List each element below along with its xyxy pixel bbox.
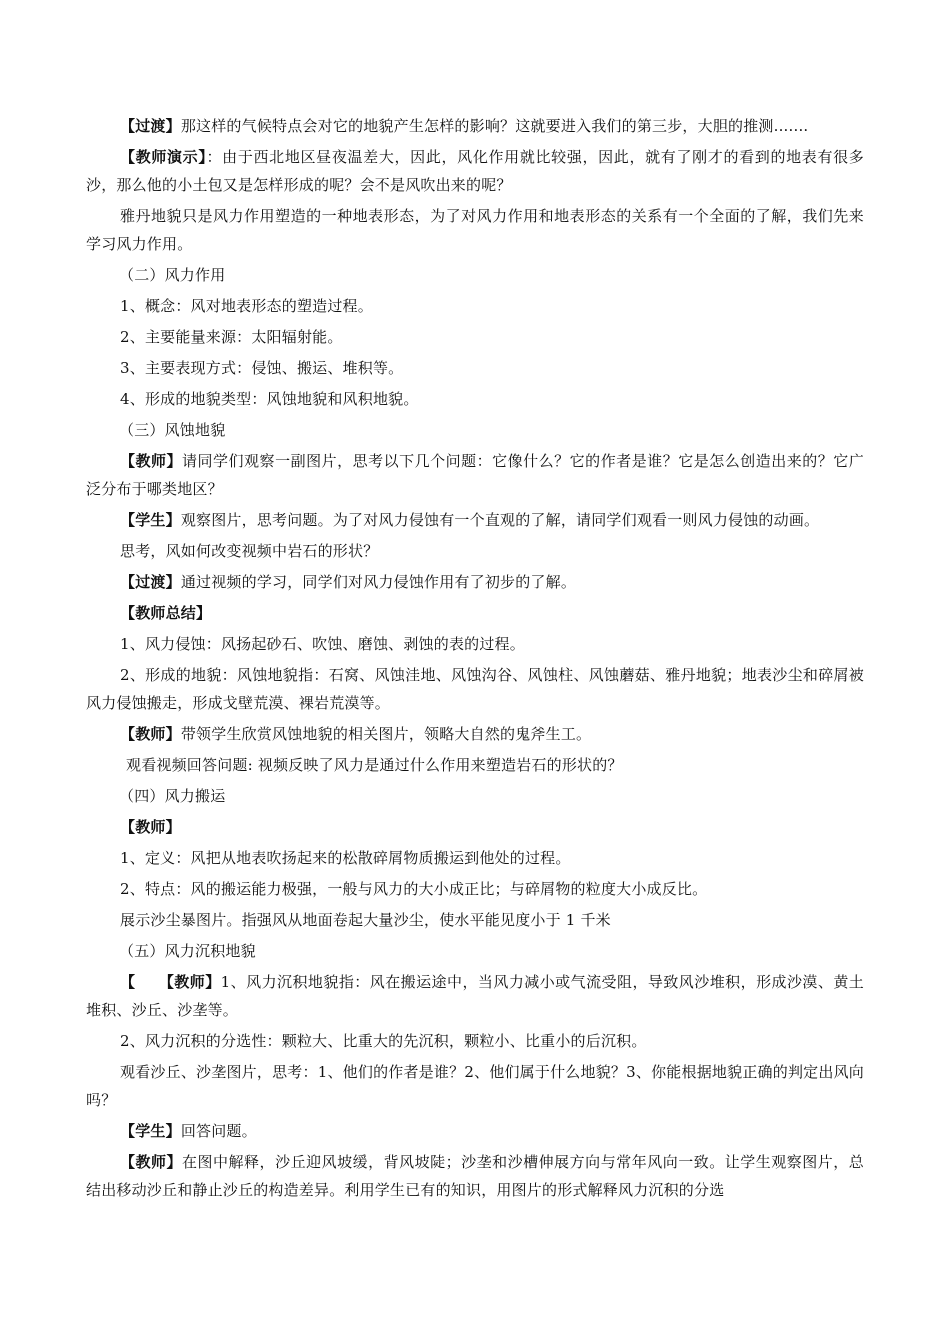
paragraph-text: （四）风力搬运 bbox=[119, 787, 226, 805]
paragraph-text: 1、概念：风对地表形态的塑造过程。 bbox=[120, 297, 373, 315]
paragraph-text: 观看沙丘、沙垄图片，思考：1、他们的作者是谁？2、他们属于什么地貌？3、你能根据地貌正确的判定出风向吗？ bbox=[86, 1063, 864, 1109]
transition-paragraph bbox=[86, 568, 864, 596]
document-page bbox=[86, 112, 864, 1204]
paragraph-text: 2、主要能量来源：太阳辐射能。 bbox=[120, 328, 343, 346]
paragraph-tag: 【学生】 bbox=[120, 511, 181, 529]
section-heading-wind-action bbox=[86, 261, 864, 289]
paragraph-text: 4、形成的地貌类型：风蚀地貌和风积地貌。 bbox=[120, 390, 419, 408]
paragraph-text: 展示沙尘暴图片。指强风从地面卷起大量沙尘，使水平能见度小于 1 千米 bbox=[120, 911, 611, 929]
teacher-paragraph bbox=[86, 1148, 864, 1204]
paragraph-tag: 【教师演示】 bbox=[120, 148, 207, 166]
transition-paragraph bbox=[86, 112, 864, 140]
paragraph-text: 带领学生欣赏风蚀地貌的相关图片，领略大自然的鬼斧生工。 bbox=[180, 725, 592, 743]
teacher-demo-paragraph bbox=[86, 143, 864, 199]
teacher-paragraph bbox=[86, 968, 864, 1024]
paragraph-text: 请同学们观察一副图片，思考以下几个问题：它像什么？它的作者是谁？它是怎么创造出来的？它广泛分布于哪类地区？ bbox=[86, 452, 864, 498]
thinking-paragraph bbox=[86, 537, 864, 565]
paragraph-tag: 【过渡】 bbox=[120, 117, 181, 135]
paragraph-text: （三）风蚀地貌 bbox=[119, 421, 226, 439]
paragraph-text: 2、特点：风的搬运能力极强，一般与风力的大小成正比；与碎屑物的粒度大小成反比。 bbox=[120, 880, 708, 898]
paragraph-text: 通过视频的学习，同学们对风力侵蚀作用有了初步的了解。 bbox=[180, 573, 577, 591]
list-item bbox=[86, 661, 864, 717]
sandstorm-paragraph bbox=[86, 906, 864, 934]
list-item bbox=[86, 1027, 864, 1055]
paragraph-tag: 【过渡】 bbox=[120, 573, 181, 591]
section-heading-wind-transport bbox=[86, 782, 864, 810]
paragraph-text: 观看视频回答问题: 视频反映了风力是通过什么作用来塑造岩石的形状的？ bbox=[126, 756, 623, 774]
list-item bbox=[86, 354, 864, 382]
paragraph-text: 雅丹地貌只是风力作用塑造的一种地表形态，为了对风力作用和地表形态的关系有一个全面的了解，我们先来学习风力作用。 bbox=[86, 207, 864, 253]
paragraph-text: 观察图片，思考问题。为了对风力侵蚀有一个直观的了解，请同学们观看一则风力侵蚀的动画。 bbox=[180, 511, 820, 529]
paragraph-text: 3、主要表现方式：侵蚀、搬运、堆积等。 bbox=[120, 359, 404, 377]
paragraph-text: 2、形成的地貌：风蚀地貌指：石窝、风蚀洼地、风蚀沟谷、风蚀柱、风蚀蘑菇、雅丹地貌；地表沙尘和碎屑被风力侵蚀搬走，形成戈壁荒漠、裸岩荒漠等。 bbox=[86, 666, 864, 712]
paragraph-text: 回答问题。 bbox=[180, 1122, 257, 1140]
teacher-question-paragraph bbox=[86, 447, 864, 503]
paragraph-text: 那这样的气候特点会对它的地貌产生怎样的影响？这就要进入我们的第三步，大胆的推测....... bbox=[180, 117, 809, 135]
paragraph-text: ：由于西北地区昼夜温差大，因此，风化作用就比较强，因此，就有了刚才的看到的地表有很多沙，那么他的小土包又是怎样形成的呢？会不是风吹出来的呢？ bbox=[86, 148, 865, 194]
paragraph-tag: 【教师】 bbox=[120, 725, 181, 743]
list-item bbox=[86, 323, 864, 351]
paragraph-text: 在图中解释，沙丘迎风坡缓，背风坡陡；沙垄和沙槽伸展方向与常年风向一致。让学生观察图片，总结出移动沙丘和静止沙丘的构造差异。利用学生已有的知识，用图片的形式解释风力沉积的分选 bbox=[86, 1153, 864, 1199]
student-paragraph bbox=[86, 506, 864, 534]
paragraph-tag: 【教师】 bbox=[120, 818, 181, 836]
video-question-paragraph bbox=[86, 751, 864, 779]
list-item bbox=[86, 844, 864, 872]
dune-question-paragraph bbox=[86, 1058, 864, 1114]
paragraph-text: （五）风力沉积地貌 bbox=[119, 942, 256, 960]
paragraph-tag: 【学生】 bbox=[120, 1122, 181, 1140]
paragraph-tag: 【 【教师】 bbox=[120, 973, 221, 991]
paragraph-text: （二）风力作用 bbox=[119, 266, 226, 284]
paragraph-text: 思考，风如何改变视频中岩石的形状？ bbox=[120, 542, 379, 560]
yardang-intro-paragraph bbox=[86, 202, 864, 258]
paragraph-tag: 【教师】 bbox=[120, 452, 183, 470]
teacher-heading bbox=[86, 813, 864, 841]
paragraph-text: 1、风力侵蚀：风扬起砂石、吹蚀、磨蚀、剥蚀的表的过程。 bbox=[120, 635, 525, 653]
paragraph-text: 2、风力沉积的分选性：颗粒大、比重大的先沉积，颗粒小、比重小的后沉积。 bbox=[120, 1032, 647, 1050]
paragraph-text: 1、定义：风把从地表吹扬起来的松散碎屑物质搬运到他处的过程。 bbox=[120, 849, 571, 867]
list-item bbox=[86, 875, 864, 903]
section-heading-wind-deposition bbox=[86, 937, 864, 965]
list-item bbox=[86, 292, 864, 320]
list-item bbox=[86, 630, 864, 658]
teacher-summary-heading bbox=[86, 599, 864, 627]
paragraph-tag: 【教师总结】 bbox=[120, 604, 212, 622]
student-paragraph bbox=[86, 1117, 864, 1145]
list-item bbox=[86, 385, 864, 413]
teacher-paragraph bbox=[86, 720, 864, 748]
paragraph-text: 1、风力沉积地貌指：风在搬运途中，当风力减小或气流受阻，导致风沙堆积，形成沙漠、黄土堆积、沙丘、沙垄等。 bbox=[86, 973, 864, 1019]
section-heading-wind-erosion bbox=[86, 416, 864, 444]
paragraph-tag: 【教师】 bbox=[120, 1153, 183, 1171]
